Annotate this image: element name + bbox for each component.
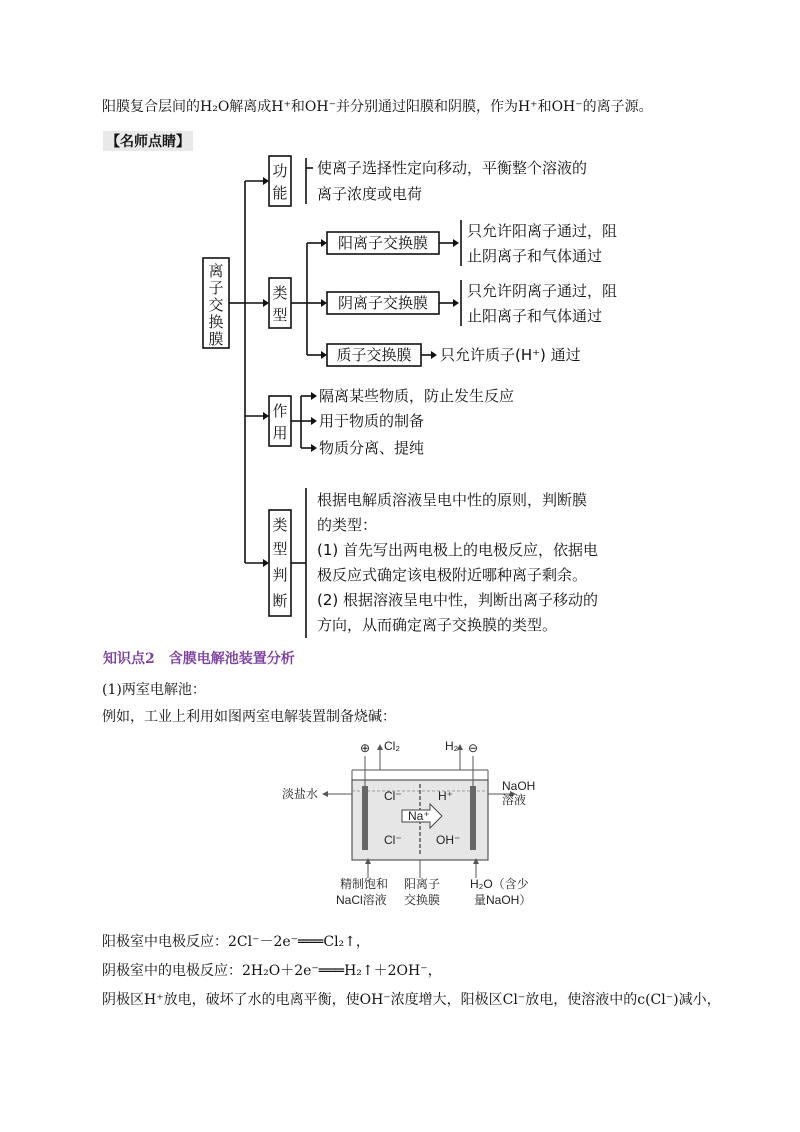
inlet-label: 精制饱和 bbox=[340, 877, 389, 891]
h2-label: H₂ bbox=[445, 739, 459, 753]
type-name: 质子交换膜 bbox=[336, 346, 412, 364]
type-name: 阴离子交换膜 bbox=[337, 294, 429, 312]
ion-label: H⁺ bbox=[438, 789, 453, 803]
root-char: 交 bbox=[208, 296, 224, 314]
type-desc: 只允许阴离子通过，阻 bbox=[467, 282, 618, 300]
judge-label: 判 bbox=[272, 566, 288, 584]
type-desc: 止阳离子和气体通过 bbox=[467, 307, 603, 325]
use-item: 隔离某些物质，防止发生反应 bbox=[319, 387, 515, 405]
root-char: 离 bbox=[208, 262, 224, 280]
type-name: 阳离子交换膜 bbox=[337, 234, 429, 252]
ion-label: Cl⁻ bbox=[384, 789, 402, 803]
left-outlet-label: 淡盐水 bbox=[282, 787, 319, 801]
ion-label: OH⁻ bbox=[436, 833, 461, 847]
membrane-label: 交换膜 bbox=[404, 893, 441, 907]
function-label: 功 bbox=[272, 162, 288, 180]
uses-label: 用 bbox=[272, 424, 288, 442]
inlet-label: H₂O（含少 bbox=[470, 877, 529, 891]
judge-desc: 根据电解质溶液呈电中性的原则，判断膜 bbox=[317, 491, 588, 509]
mindmap-diagram bbox=[195, 148, 655, 648]
judge-desc: 极反应式确定该电极附近哪种离子剩余。 bbox=[317, 566, 588, 584]
root-char: 子 bbox=[208, 279, 224, 297]
judge-desc: (1) 首先写出两电极上的电极反应，依据电 bbox=[317, 541, 599, 559]
type-desc: 止阴离子和气体通过 bbox=[467, 247, 603, 265]
function-label: 能 bbox=[272, 184, 288, 202]
root-char: 换 bbox=[208, 313, 224, 331]
judge-desc: (2) 根据溶液呈电中性，判断出离子移动的 bbox=[317, 591, 599, 609]
type-desc: 只允许质子(H⁺) 通过 bbox=[440, 346, 581, 364]
judge-label: 型 bbox=[272, 540, 288, 558]
judge-desc: 的类型： bbox=[317, 516, 378, 534]
function-desc: 使离子选择性定向移动，平衡整个溶液的 bbox=[317, 159, 588, 177]
judge-desc: 方向，从而确定离子交换膜的类型。 bbox=[317, 616, 558, 634]
function-desc: 离子浓度或电荷 bbox=[317, 185, 423, 203]
cathode-reaction: 阴极室中的电极反应：2H₂O＋2e⁻═══H₂↑＋2OH⁻， bbox=[102, 963, 442, 979]
type-desc: 只允许阳离子通过，阻 bbox=[467, 222, 618, 240]
ion-label: Na⁺ bbox=[408, 809, 430, 823]
cathode bbox=[470, 786, 476, 850]
cathode-sign: ⊖ bbox=[467, 741, 479, 755]
sub-heading: (1)两室电解池： bbox=[102, 682, 206, 698]
uses-label: 作 bbox=[272, 402, 288, 420]
use-item: 用于物质的制备 bbox=[319, 412, 425, 430]
example-text: 例如，工业上利用如图两室电解装置制备烧碱： bbox=[102, 709, 396, 725]
anode-reaction: 阳极室中电极反应：2Cl⁻－2e⁻═══Cl₂↑， bbox=[102, 934, 370, 950]
types-label: 类 bbox=[272, 284, 288, 302]
knowledge-point-heading: 知识点2 含膜电解池装置分析 bbox=[103, 651, 295, 667]
inlet-label: 量NaOH） bbox=[474, 893, 532, 907]
anode bbox=[362, 786, 368, 850]
use-item: 物质分离、提纯 bbox=[319, 439, 425, 457]
right-outlet-label: 溶液 bbox=[502, 793, 527, 807]
ion-label: Cl⁻ bbox=[384, 833, 402, 847]
judge-label: 断 bbox=[272, 592, 288, 610]
root-char: 膜 bbox=[208, 330, 224, 348]
anode-sign: ⊕ bbox=[359, 741, 371, 755]
intro-text: 阳膜复合层间的H₂O解离成H⁺和OH⁻并分别通过阳膜和阴膜，作为H⁺和OH⁻的离子源。 bbox=[102, 99, 653, 115]
inlet-label: NaCl溶液 bbox=[336, 893, 387, 907]
tip-heading: 【名师点睛】 bbox=[103, 131, 193, 151]
explanation-text: 阴极区H⁺放电，破坏了水的电离平衡，使OH⁻浓度增大，阳极区Cl⁻放电，使溶液中的c(Cl⁻)减小， bbox=[102, 992, 721, 1008]
right-outlet-label: NaOH bbox=[502, 779, 536, 793]
types-label: 型 bbox=[272, 306, 288, 324]
membrane-label: 阳离子 bbox=[404, 877, 441, 891]
cl2-label: Cl₂ bbox=[384, 739, 400, 753]
electrolysis-cell-diagram bbox=[280, 738, 540, 914]
judge-label: 类 bbox=[272, 516, 288, 534]
